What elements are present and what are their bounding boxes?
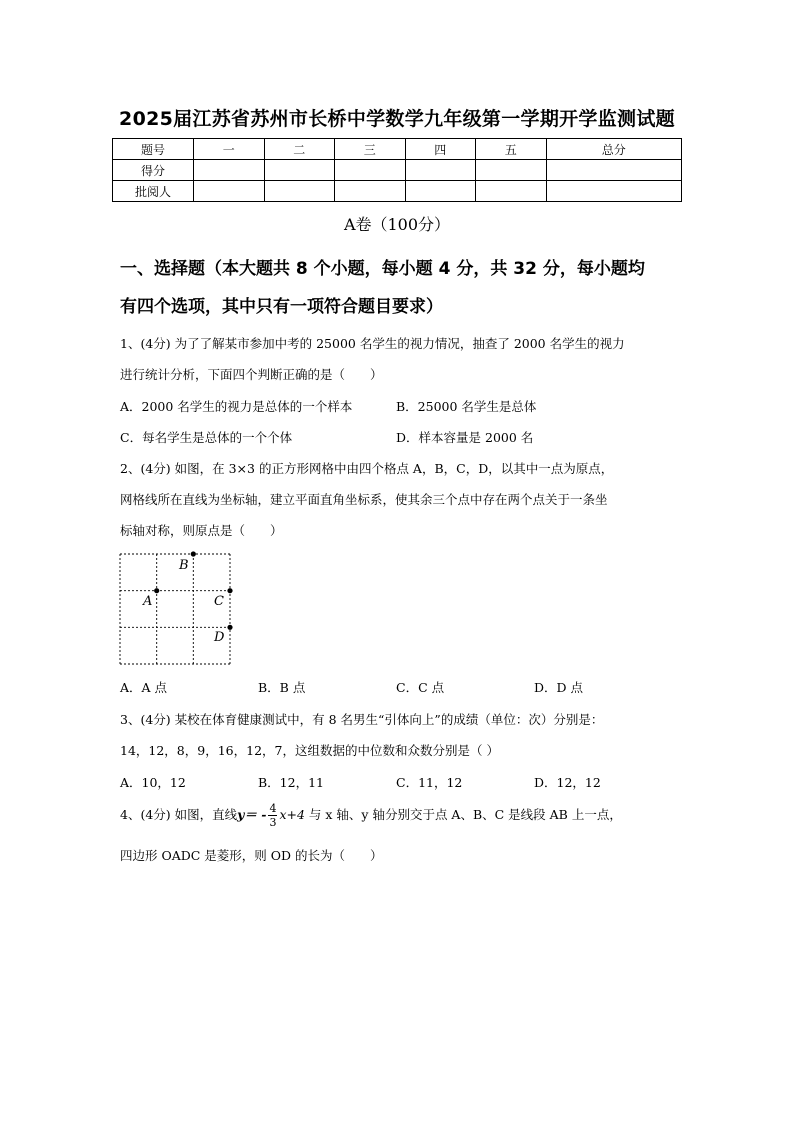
- score-cell: [194, 181, 265, 202]
- score-header-cell: 总分: [546, 139, 682, 160]
- label-d: D: [214, 630, 225, 645]
- q4-fraction: [268, 802, 277, 829]
- score-row-label: 批阅人: [113, 181, 194, 202]
- score-cell: [476, 160, 547, 181]
- q3-option-d: D．12，12: [534, 775, 601, 790]
- score-cell: [264, 181, 335, 202]
- q2-option-d: D．D 点: [534, 680, 584, 695]
- score-cell: [546, 181, 682, 202]
- q4-middle: 与 x 轴、y 轴分别交于点 A、B、C 是线段 AB 上一点，: [304, 807, 622, 822]
- q1-option-d: D．样本容量是 2000 名: [396, 430, 534, 445]
- section-heading-line2: 有四个选项，其中只有一项符合题目要求）: [120, 297, 443, 317]
- exam-title: 2025届江苏省苏州市长桥中学数学九年级第一学期开学监测试题: [119, 108, 675, 130]
- q4-frac-denominator: 3: [269, 816, 277, 829]
- score-cell: [476, 181, 547, 202]
- q1-text-line2: 进行统计分析，下面四个判断正确的是（ ）: [120, 367, 383, 382]
- q4-prefix: 4、(4分) 如图，直线: [120, 807, 238, 822]
- score-cell: [264, 160, 335, 181]
- q2-option-b: B．B 点: [258, 680, 306, 695]
- q1-option-c: C．每名学生是总体的一个个体: [120, 430, 293, 445]
- q4-frac-numerator: 4: [269, 802, 277, 815]
- q3-text-line2: 14，12，8，9，16，12，7，这组数据的中位数和众数分别是（ ）: [120, 743, 499, 758]
- point-c: [227, 588, 232, 593]
- score-table-header-row: [113, 139, 682, 160]
- score-cell: [335, 160, 406, 181]
- q2-text-line1: 2、(4分) 如图，在 3×3 的正方形网格中由四个格点 A，B，C，D，以其中一点为原点，: [120, 461, 614, 476]
- score-cell: [546, 160, 682, 181]
- score-row-label: 得分: [113, 160, 194, 181]
- q1-option-a: A．2000 名学生的视力是总体的一个样本: [120, 399, 353, 414]
- score-cell: [405, 181, 476, 202]
- q2-text-line2: 网格线所在直线为坐标轴，建立平面直角坐标系，使其余三个点中存在两个点关于一条坐: [120, 492, 608, 507]
- label-b: B: [179, 558, 189, 573]
- q3-option-b: B．12，11: [258, 775, 324, 790]
- score-header-cell: 一: [194, 139, 265, 160]
- q3-option-c: C．11，12: [396, 775, 463, 790]
- q3-option-a: A．10，12: [120, 775, 186, 790]
- score-header-cell: 二: [264, 139, 335, 160]
- point-a: [154, 588, 159, 593]
- q2-option-c: C．C 点: [396, 680, 445, 695]
- q4-text-line2: 四边形 OADC 是菱形，则 OD 的长为（ ）: [120, 848, 383, 863]
- label-c: C: [214, 594, 224, 609]
- score-header-cell: 三: [335, 139, 406, 160]
- section-heading-line1: 一、选择题（本大题共 8 个小题，每小题 4 分，共 32 分，每小题均: [120, 259, 645, 279]
- score-cell: [335, 181, 406, 202]
- score-header-cell: 题号: [113, 139, 194, 160]
- score-table-row: [113, 160, 682, 181]
- q1-option-b: B．25000 名学生是总体: [396, 399, 537, 414]
- score-header-cell: 五: [476, 139, 547, 160]
- q2-text-line3: 标轴对称，则原点是（ ）: [120, 523, 283, 538]
- point-d: [227, 625, 232, 630]
- q2-option-a: A．A 点: [120, 680, 168, 695]
- volume-heading: A卷（100分）: [343, 215, 451, 234]
- q3-text-line1: 3、(4分) 某校在体育健康测试中，有 8 名男生“引体向上”的成绩（单位：次）分别是：: [120, 712, 604, 727]
- grid-lines: [120, 554, 230, 664]
- score-cell: [194, 160, 265, 181]
- point-b: [191, 551, 196, 556]
- score-cell: [405, 160, 476, 181]
- q1-text-line1: 1、(4分) 为了了解某市参加中考的 25000 名学生的视力情况，抽查了 2000 名学生的视力: [120, 336, 625, 351]
- grid-figure: [114, 548, 244, 670]
- score-table-row: [113, 181, 682, 202]
- q4-eq-right: x+4: [279, 807, 305, 822]
- q4-text-line1: [120, 800, 622, 830]
- q4-eq-left: y＝ -: [237, 807, 267, 822]
- score-table: [112, 138, 682, 202]
- score-header-cell: 四: [405, 139, 476, 160]
- label-a: A: [143, 594, 153, 609]
